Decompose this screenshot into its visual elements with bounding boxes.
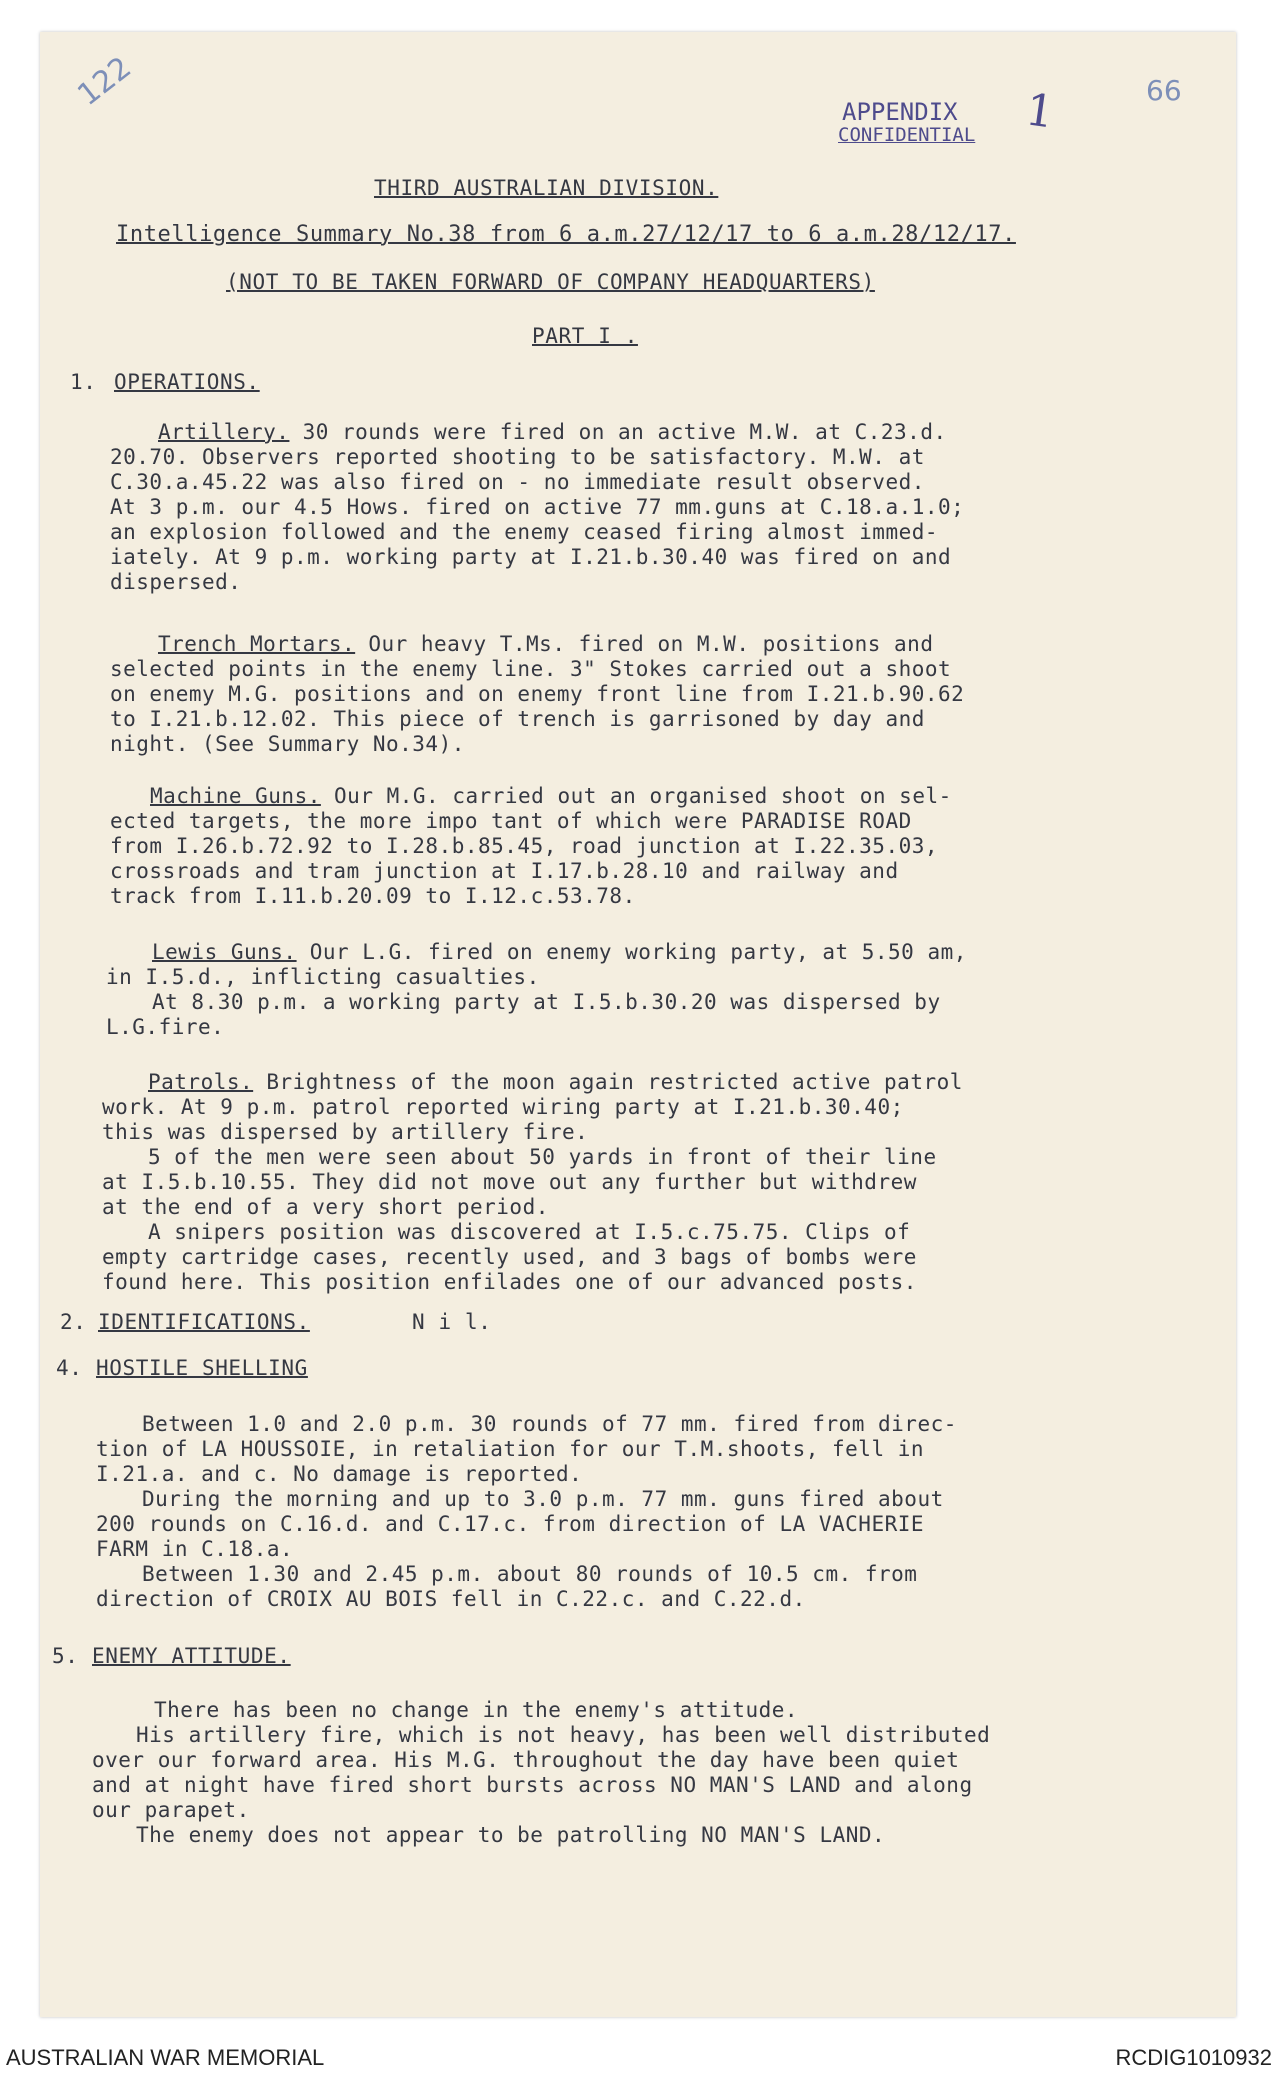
artillery-label: Artillery. bbox=[158, 420, 290, 444]
attitude-line-6: The enemy does not appear to be patrolling NO MAN'S LAND. bbox=[136, 1823, 886, 1847]
pencil-folio-number-right: 66 bbox=[1146, 74, 1182, 107]
section-4-heading: HOSTILE SHELLING bbox=[96, 1356, 308, 1380]
trench-mortars-line-3: on enemy M.G. positions and on enemy front line from I.21.b.90.62 bbox=[110, 682, 965, 706]
patrols-label: Patrols. bbox=[148, 1070, 254, 1094]
attitude-line-3: over our forward area. His M.G. throughout the day have been quiet bbox=[92, 1748, 960, 1772]
artillery-line-5: an explosion followed and the enemy ceased firing almost immed- bbox=[110, 520, 939, 544]
section-1-heading: OPERATIONS. bbox=[114, 370, 260, 394]
hostile-shelling-paragraph bbox=[96, 1412, 957, 1612]
pencil-folio-number-left: 122 bbox=[71, 50, 138, 113]
section-5-number: 5. bbox=[52, 1644, 79, 1668]
trench-mortars-line-2: selected points in the enemy line. 3" Stokes carried out a shoot bbox=[110, 657, 952, 681]
attitude-line-5: our parapet. bbox=[92, 1798, 250, 1822]
artillery-line-7: dispersed. bbox=[110, 570, 242, 594]
trench-mortars-label: Trench Mortars. bbox=[158, 632, 356, 656]
shelling-line-6: FARM in C.18.a. bbox=[96, 1537, 294, 1561]
section-2-heading: IDENTIFICATIONS. bbox=[98, 1310, 310, 1334]
lewis-guns-label: Lewis Guns. bbox=[152, 940, 297, 964]
patrols-line-9: found here. This position enfilades one of our advanced posts. bbox=[102, 1270, 917, 1294]
lewis-guns-paragraph bbox=[106, 940, 967, 1040]
artillery-line-2: 20.70. Observers reported shooting to be satisfactory. M.W. at bbox=[110, 445, 925, 469]
trench-mortars-line-5: night. (See Summary No.34). bbox=[110, 732, 465, 756]
machine-guns-line-3: from I.26.b.72.92 to I.28.b.85.45, road junction at I.22.35.03, bbox=[110, 834, 939, 858]
section-2-number: 2. bbox=[60, 1310, 87, 1334]
identifications-value: N i l. bbox=[412, 1310, 492, 1334]
machine-guns-paragraph bbox=[110, 784, 952, 909]
patrols-line-1: Brightness of the moon again restricted active patrol bbox=[266, 1070, 963, 1094]
footer-record-id: RCDIG1010932 bbox=[1115, 2045, 1272, 2070]
shelling-line-5: 200 rounds on C.16.d. and C.17.c. from direction of LA VACHERIE bbox=[96, 1512, 925, 1536]
enemy-attitude-paragraph bbox=[92, 1698, 990, 1848]
appendix-number: 1 bbox=[1022, 84, 1058, 139]
attitude-line-2: His artillery fire, which is not heavy, has been well distributed bbox=[136, 1723, 991, 1747]
patrols-line-7: A snipers position was discovered at I.5.c.75.75. Clips of bbox=[148, 1220, 911, 1244]
appendix-stamp: APPENDIX bbox=[842, 98, 958, 126]
machine-guns-line-2: ected targets, the more impo tant of which were PARADISE ROAD bbox=[110, 809, 912, 833]
trench-mortars-line-1: Our heavy T.Ms. fired on M.W. positions and bbox=[368, 632, 934, 656]
artillery-line-4: At 3 p.m. our 4.5 Hows. fired on active 77 mm.guns at C.18.a.1.0; bbox=[110, 495, 965, 519]
confidential-stamp: CONFIDENTIAL bbox=[838, 124, 976, 146]
patrols-paragraph bbox=[102, 1070, 963, 1295]
artillery-line-3: C.30.a.45.22 was also fired on - no immediate result observed. bbox=[110, 470, 925, 494]
section-1-number: 1. bbox=[70, 370, 97, 394]
trench-mortars-line-4: to I.21.b.12.02. This piece of trench is garrisoned by day and bbox=[110, 707, 925, 731]
lewis-guns-line-3: At 8.30 p.m. a working party at I.5.b.30.20 was dispersed by bbox=[152, 990, 941, 1014]
restriction-note: (NOT TO BE TAKEN FORWARD OF COMPANY HEADQUARTERS) bbox=[226, 270, 875, 294]
shelling-line-2: tion of LA HOUSSOIE, in retaliation for our T.M.shoots, fell in bbox=[96, 1437, 925, 1461]
attitude-line-4: and at night have fired short bursts across NO MAN'S LAND and along bbox=[92, 1773, 973, 1797]
patrols-line-6: at the end of a very short period. bbox=[102, 1195, 549, 1219]
archive-footer bbox=[0, 2033, 1278, 2081]
machine-guns-line-4: crossroads and tram junction at I.17.b.28.10 and railway and bbox=[110, 859, 899, 883]
section-5-heading: ENEMY ATTITUDE. bbox=[92, 1644, 291, 1668]
artillery-line-1: 30 rounds were fired on an active M.W. at C.23.d. bbox=[302, 420, 947, 444]
lewis-guns-line-1: Our L.G. fired on enemy working party, at 5.50 am, bbox=[309, 940, 967, 964]
patrols-line-4: 5 of the men were seen about 50 yards in front of their line bbox=[148, 1145, 937, 1169]
patrols-line-5: at I.5.b.10.55. They did not move out any further but withdrew bbox=[102, 1170, 917, 1194]
patrols-line-3: this was dispersed by artillery fire. bbox=[102, 1120, 589, 1144]
part-heading: PART I . bbox=[532, 324, 638, 348]
lewis-guns-line-2: in I.5.d., inflicting casualties. bbox=[106, 965, 540, 989]
artillery-paragraph bbox=[110, 420, 964, 595]
shelling-line-1: Between 1.0 and 2.0 p.m. 30 rounds of 77 mm. fired from direc- bbox=[142, 1412, 957, 1436]
machine-guns-label: Machine Guns. bbox=[150, 784, 321, 808]
lewis-guns-line-4: L.G.fire. bbox=[106, 1015, 225, 1039]
machine-guns-line-1: Our M.G. carried out an organised shoot on sel- bbox=[334, 784, 952, 808]
machine-guns-line-5: track from I.11.b.20.09 to I.12.c.53.78. bbox=[110, 884, 636, 908]
division-title: THIRD AUSTRALIAN DIVISION. bbox=[374, 176, 719, 200]
shelling-line-4: During the morning and up to 3.0 p.m. 77 mm. guns fired about bbox=[142, 1487, 944, 1511]
shelling-line-7: Between 1.30 and 2.45 p.m. about 80 rounds of 10.5 cm. from bbox=[142, 1562, 918, 1586]
artillery-line-6: iately. At 9 p.m. working party at I.21.b.30.40 was fired on and bbox=[110, 545, 952, 569]
patrols-line-2: work. At 9 p.m. patrol reported wiring party at I.21.b.30.40; bbox=[102, 1095, 904, 1119]
shelling-line-8: direction of CROIX AU BOIS fell in C.22.c. and C.22.d. bbox=[96, 1587, 806, 1611]
summary-title: Intelligence Summary No.38 from 6 a.m.27/12/17 to 6 a.m.28/12/17. bbox=[116, 222, 1016, 247]
footer-institution: AUSTRALIAN WAR MEMORIAL bbox=[6, 2045, 325, 2070]
trench-mortars-paragraph bbox=[110, 632, 964, 757]
section-4-number: 4. bbox=[56, 1356, 83, 1380]
shelling-line-3: I.21.a. and c. No damage is reported. bbox=[96, 1462, 583, 1486]
attitude-line-1: There has been no change in the enemy's attitude. bbox=[154, 1698, 799, 1722]
patrols-line-8: empty cartridge cases, recently used, and 3 bags of bombs were bbox=[102, 1245, 917, 1269]
